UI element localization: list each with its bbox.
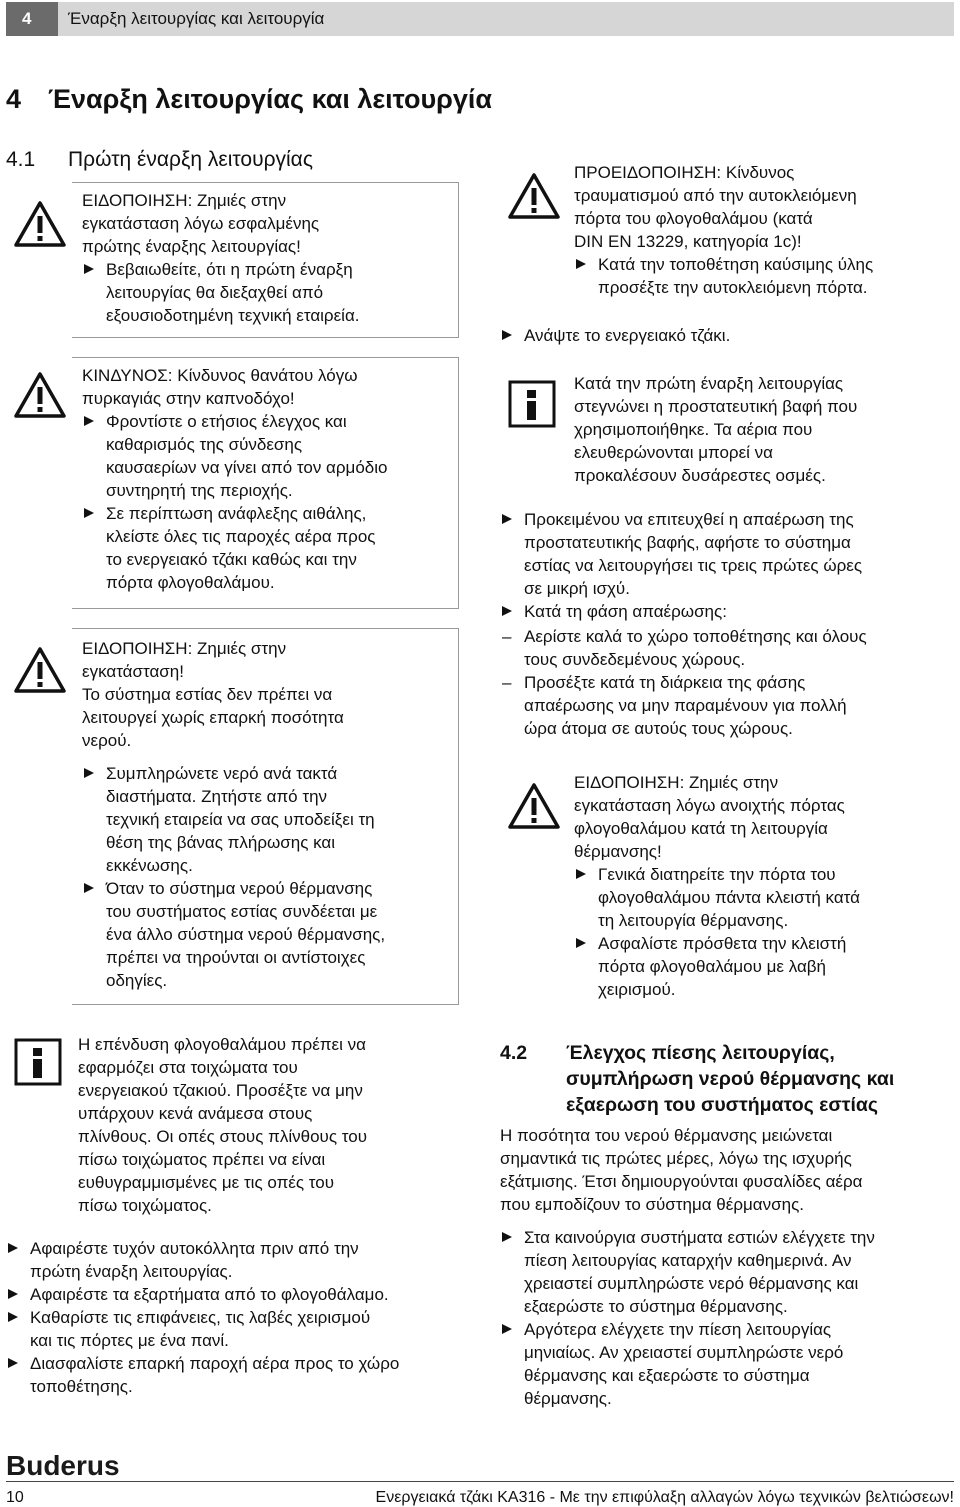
paragraph-line: που εμποδίζουν το σύστημα θέρμανσης. — [500, 1195, 804, 1214]
chapter-number: 4 — [6, 84, 22, 114]
section-number: 4.2 — [500, 1042, 528, 1064]
warning-line: ΕΙΔΟΠΟΙΗΣΗ: Ζημιές στην — [82, 191, 287, 210]
warning-box-open-door — [500, 768, 954, 1008]
item-line: – Προσέξτε κατά τη διάρκεια της φάσης — [524, 673, 806, 692]
warning-triangle-icon — [14, 200, 66, 248]
section-title: Πρώτη έναρξη λειτουργίας — [68, 148, 313, 171]
caution-box-self-closing-door — [500, 158, 954, 308]
caution-line: ΠΡΟΕΙΔΟΠΟΙΗΣΗ: Κίνδυνος — [574, 163, 795, 182]
list-item — [500, 1318, 954, 1410]
item-line: συντηρητή της περιοχής. — [106, 481, 293, 500]
item-line: οδηγίες. — [106, 971, 168, 990]
item-line: Κατά τη φάση απαέρωσης: — [524, 602, 727, 621]
warning-line: ΕΙΔΟΠΟΙΗΣΗ: Ζημιές στην — [82, 639, 287, 658]
dash-item — [500, 671, 954, 740]
warning-triangle-icon — [508, 172, 560, 220]
item-line: θέρμανσης. — [524, 1389, 612, 1408]
header-chapter-number: 4 — [6, 2, 58, 36]
section-title-line: Έλεγχος πίεσης λειτουργίας, — [566, 1042, 835, 1064]
chapter-title: Έναρξη λειτουργίας και λειτουργία — [48, 84, 492, 114]
item-line: Προκειμένου να επιτευχθεί η απαέρωση της — [524, 510, 854, 529]
item-line: εξουσιοδοτημένη τεχνική εταιρεία. — [106, 306, 360, 325]
dash-item — [500, 625, 954, 671]
item-line: Ασφαλίστε πρόσθετα την κλειστή — [598, 934, 847, 953]
item-line: φλογοθαλάμου πάντα κλειστή κατά — [598, 888, 860, 907]
step-light-fireplace — [500, 324, 954, 347]
item-line: εστίας να λειτουργήσει τις τρεις πρώτες ώρες — [524, 556, 863, 575]
item-line: χρειαστεί συμπληρώστε νερό θέρμανσης και — [524, 1274, 859, 1293]
page-number: 10 — [6, 1489, 24, 1506]
item-line: τοποθέτησης. — [30, 1377, 133, 1396]
list-item — [82, 762, 448, 877]
item-line: πίεση λειτουργίας καταρχήν καθημερινά. Αν — [524, 1251, 852, 1270]
list-item — [82, 258, 448, 327]
item-line: Γενικά διατηρείτε την πόρτα του — [598, 865, 836, 884]
section-heading-4-1 — [6, 146, 313, 174]
warning-line: φλογοθαλάμου κατά τη λειτουργία — [574, 819, 828, 838]
item-line: τους συνδεδεμένους χώρους. — [524, 650, 746, 669]
warning-triangle-icon — [508, 782, 560, 830]
step-list-pressure — [500, 1226, 954, 1410]
paragraph-line: σημαντικά τις πρώτες μέρες, λόγω της ισχυρής — [500, 1149, 852, 1168]
info-line: πλίνθους. Οι οπές στους πλίνθους του — [78, 1127, 367, 1146]
list-item — [82, 410, 448, 502]
info-box-protective-paint — [500, 370, 954, 490]
item-line: ώρα άτομα σε αυτούς τους χώρους. — [524, 719, 793, 738]
warning-line: Το σύστημα εστίας δεν πρέπει να — [82, 685, 333, 704]
item-line: Στα καινούργια συστήματα εστιών ελέγχετε την — [524, 1228, 875, 1247]
info-line: στεγνώνει η προστατευτική βαφή που — [574, 397, 858, 416]
warning-triangle-icon — [14, 371, 66, 419]
danger-line: ΚΙΝΔΥΝΟΣ: Κίνδυνος θανάτου λόγω — [82, 366, 358, 385]
item-line: σε μικρή ισχύ. — [524, 579, 630, 598]
buderus-logo: Buderus — [6, 1450, 120, 1481]
item-line: και τις πόρτες με ένα πανί. — [30, 1331, 229, 1350]
info-line: υπάρχουν κενά ανάμεσα στους — [78, 1104, 313, 1123]
list-item — [6, 1352, 466, 1398]
info-line: Η επένδυση φλογοθαλάμου πρέπει να — [78, 1035, 366, 1054]
item-line: Όταν το σύστημα νερού θέρμανσης — [106, 879, 373, 898]
item-line: λειτουργίας θα διεξαχθεί από — [106, 283, 324, 302]
info-line: πίσω τοιχώματος. — [78, 1196, 212, 1215]
list-item — [500, 508, 954, 600]
warning-line: θέρμανσης! — [574, 842, 662, 861]
item-line: το ενεργειακό τζάκι καθώς και την — [106, 550, 357, 569]
section-title-line: εξαερωση του συστήματος εστίας — [566, 1094, 879, 1116]
item-line: τη λειτουργία θέρμανσης. — [598, 911, 789, 930]
item-line: καυσαερίων να γίνει από τον αρμόδιο — [106, 458, 388, 477]
item-line: Κατά την τοποθέτηση καύσιμης ύλης — [598, 255, 874, 274]
info-line: Κατά την πρώτη έναρξη λειτουργίας — [574, 374, 844, 393]
item-line: πρώτη έναρξη λειτουργίας. — [30, 1262, 233, 1281]
item-line: θέρμανσης και εξαερώστε το σύστημα — [524, 1366, 810, 1385]
step-list-left — [6, 1237, 466, 1398]
info-line: ελευθερώνονται μπορεί να — [574, 443, 774, 462]
item-line: Φροντίστε ο ετήσιος έλεγχος και — [106, 412, 347, 431]
info-line: εφαρμόζει στα τοιχώματα του — [78, 1058, 298, 1077]
caution-line: πόρτα του φλογοθαλάμου (κατά — [574, 209, 813, 228]
item-line: προσέξτε την αυτοκλειόμενη πόρτα. — [598, 278, 868, 297]
item-line: πόρτα φλογοθαλάμου με λαβή — [598, 957, 827, 976]
item-line: μηνιαίως. Αν χρειαστεί συμπληρώστε νερό — [524, 1343, 844, 1362]
item-line: εξαερώστε το σύστημα θέρμανσης. — [524, 1297, 788, 1316]
list-item — [574, 863, 946, 932]
danger-line: πυρκαγιάς στην καπνοδόχο! — [82, 389, 295, 408]
info-box-lining — [6, 1030, 459, 1220]
caution-line: DIN EN 13229, κατηγορία 1c)! — [574, 232, 802, 251]
list-item — [6, 1237, 466, 1283]
item-line: Συμπληρώνετε νερό ανά τακτά — [106, 764, 338, 783]
chapter-heading — [6, 82, 492, 116]
info-line: ενεργειακού τζακιού. Προσέξτε να μην — [78, 1081, 363, 1100]
intro-paragraph — [500, 1124, 954, 1216]
paragraph-line: Η ποσότητα του νερού θέρμανσης μειώνεται — [500, 1126, 833, 1145]
item-line: Βεβαιωθείτε, ότι η πρώτη έναρξη — [106, 260, 353, 279]
section-number: 4.1 — [6, 148, 36, 171]
info-line: προκαλέσουν δυσάρεστες οσμές. — [574, 466, 826, 485]
item-line: πρέπει να τηρούνται οι αντίστοιχες — [106, 948, 366, 967]
info-line: χρησιμοποιήθηκε. Τα αέρια που — [574, 420, 813, 439]
item-line: Ανάψτε το ενεργειακό τζάκι. — [524, 326, 731, 345]
footer-text: Ενεργειακά τζάκι KA316 - Με την επιφύλαξη αλλαγών λόγω τεχνικών βελτιώσεων! — [375, 1489, 954, 1506]
item-line: του συστήματος εστίας συνδέεται με — [106, 902, 378, 921]
warning-box-water-level — [6, 628, 459, 1005]
item-line: ένα άλλο σύστημα νερού θέρμανσης, — [106, 925, 386, 944]
item-line: Διασφαλίστε επαρκή παροχή αέρα προς το χώρο — [30, 1354, 400, 1373]
list-item — [82, 877, 448, 992]
item-line: κλείστε όλες τις παροχές αέρα προς — [106, 527, 376, 546]
item-line: Καθαρίστε τις επιφάνειες, τις λαβές χειρισμού — [30, 1308, 371, 1327]
item-line: Αφαιρέστε τυχόν αυτοκόλλητα πριν από την — [30, 1239, 359, 1258]
item-line: Σε περίπτωση ανάφλεξης αιθάλης, — [106, 504, 367, 523]
list-item — [574, 253, 946, 299]
danger-box-chimney-fire — [6, 357, 459, 609]
item-line: τεχνική εταιρεία να σας υποδείξει τη — [106, 810, 375, 829]
warning-line: εγκατάσταση λόγω εσφαλμένης — [82, 214, 320, 233]
section-title-line: συμπλήρωση νερού θέρμανσης και — [566, 1068, 895, 1090]
info-icon — [14, 1038, 62, 1086]
warning-line: λειτουργεί χωρίς επαρκή ποσότητα — [82, 708, 344, 727]
info-icon — [508, 380, 556, 428]
list-item — [500, 600, 954, 623]
list-item — [574, 932, 946, 1001]
item-line: διαστήματα. Ζητήστε από την — [106, 787, 328, 806]
item-line: θέση της βάνας πλήρωσης και — [106, 833, 336, 852]
warning-triangle-icon — [14, 646, 66, 694]
step-list-venting — [500, 508, 954, 740]
list-item — [6, 1306, 466, 1352]
warning-line: εγκατάσταση! — [82, 662, 184, 681]
warning-box-first-start — [6, 182, 459, 338]
warning-line: νερού. — [82, 731, 132, 750]
list-item — [82, 502, 448, 594]
warning-line: εγκατάσταση λόγω ανοιχτής πόρτας — [574, 796, 845, 815]
warning-line: πρώτης έναρξης λειτουργίας! — [82, 237, 301, 256]
paragraph-line: εξάτμισης. Έτσι δημιουργούνται φυσαλίδες αέρα — [500, 1172, 863, 1191]
list-item — [6, 1283, 466, 1306]
item-line: – Αερίστε καλά το χώρο τοποθέτησης και όλους — [524, 627, 867, 646]
item-line: πόρτα φλογοθαλάμου. — [106, 573, 275, 592]
item-line: Αφαιρέστε τα εξαρτήματα από το φλογοθάλαμο. — [30, 1285, 389, 1304]
list-item — [500, 1226, 954, 1318]
info-line: ευθυγραμμισμένες με τις οπές του — [78, 1173, 335, 1192]
info-line: πίσω τοιχώματος πρέπει να είναι — [78, 1150, 326, 1169]
footer-divider — [6, 1481, 954, 1482]
item-line: εκκένωσης. — [106, 856, 193, 875]
item-line: καθαρισμός της σύνδεσης — [106, 435, 303, 454]
caution-line: τραυματισμού από την αυτοκλειόμενη — [574, 186, 857, 205]
item-line: απαέρωσης να μην παραμένουν για πολλή — [524, 696, 847, 715]
item-line: προστατευτικής βαφής, αφήστε το σύστημα — [524, 533, 851, 552]
header-chapter-title: Έναρξη λειτουργίας και λειτουργία — [68, 9, 325, 28]
item-line: Αργότερα ελέγχετε την πίεση λειτουργίας — [524, 1320, 832, 1339]
item-line: χειρισμού. — [598, 980, 676, 999]
warning-line: ΕΙΔΟΠΟΙΗΣΗ: Ζημιές στην — [574, 773, 779, 792]
